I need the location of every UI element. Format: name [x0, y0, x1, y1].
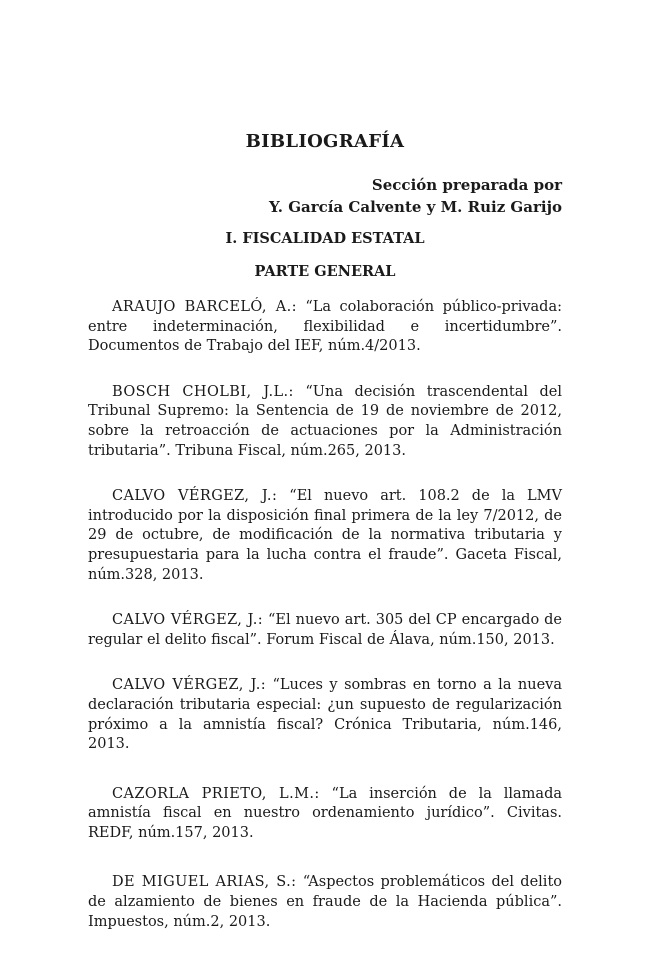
page-title: BIBLIOGRAFÍA	[245, 131, 405, 152]
entry-author: CALVO VÉRGEZ, J.:	[112, 488, 278, 505]
entry-author: CALVO VÉRGEZ, J.:	[112, 612, 264, 629]
section-heading: I. FISCALIDAD ESTATAL	[225, 230, 425, 247]
entry-author: BOSCH CHOLBI, J.L.:	[112, 383, 294, 400]
bibliography-entry	[88, 487, 562, 585]
bibliography-entry	[88, 611, 562, 650]
section-credit	[88, 174, 562, 218]
entry-text: “El nuevo art. 108.2 de la LMV introducido por la disposición final primera de la ley 7/2012, de 29 de octubre, de modificación de la normativa tributaria y presupuestaria para la lucha contra el fraude”. Gaceta Fiscal, núm.328, 2013.	[88, 488, 562, 583]
entry-text: “Luces y sombras en torno a la nueva declaración tributaria especial: ¿un supuesto de regularización próximo a la amnistía fiscal? Crónica Tributaria, núm.146, 2013.	[88, 677, 562, 753]
bibliography-entry	[88, 873, 562, 932]
entry-text: “Aspectos problemáticos del delito de alzamiento de bienes en fraude de la Hacienda pública”. Impuestos, núm.2, 2013.	[88, 874, 563, 930]
entry-author: CAZORLA PRIETO, L.M.:	[112, 785, 320, 802]
bibliography-entry	[88, 298, 562, 357]
entry-author: CALVO VÉRGEZ, J.:	[112, 677, 267, 694]
bibliography-entry	[88, 383, 562, 461]
bibliography-entry	[88, 676, 562, 754]
entry-author: ARAUJO BARCELÓ, A.:	[112, 299, 297, 315]
subsection-heading: PARTE GENERAL	[254, 263, 396, 280]
entry-text: “El nuevo art. 305 del CP encargado de regular el delito fiscal”. Forum Fiscal de Álava, núm.150, 2013.	[88, 612, 562, 648]
credit-line-prepared-by: Sección preparada por	[371, 176, 562, 194]
credit-line-authors: Y. García Calvente y M. Ruiz Garijo	[269, 198, 562, 216]
entry-text: “La inserción de la llamada amnistía fiscal en nuestro ordenamiento jurídico”. Civitas. REDF, núm.157, 2013.	[88, 785, 562, 841]
entry-text: “La colaboración público-privada: entre indeterminación, flexibilidad e incertidumbre”. Documentos de Trabajo del IEF, núm.4/2013.	[88, 299, 562, 355]
bibliography-entry	[88, 785, 562, 844]
entry-author: DE MIGUEL ARIAS, S.:	[112, 874, 297, 891]
bibliography-list	[88, 298, 562, 958]
entry-text: “Una decisión trascendental del Tribunal Supremo: la Sentencia de 19 de noviembre de 2012, sobre la retroacción de actuaciones por la Administración tributaria”. Tribuna Fiscal, núm.265, 2013.	[88, 383, 562, 459]
